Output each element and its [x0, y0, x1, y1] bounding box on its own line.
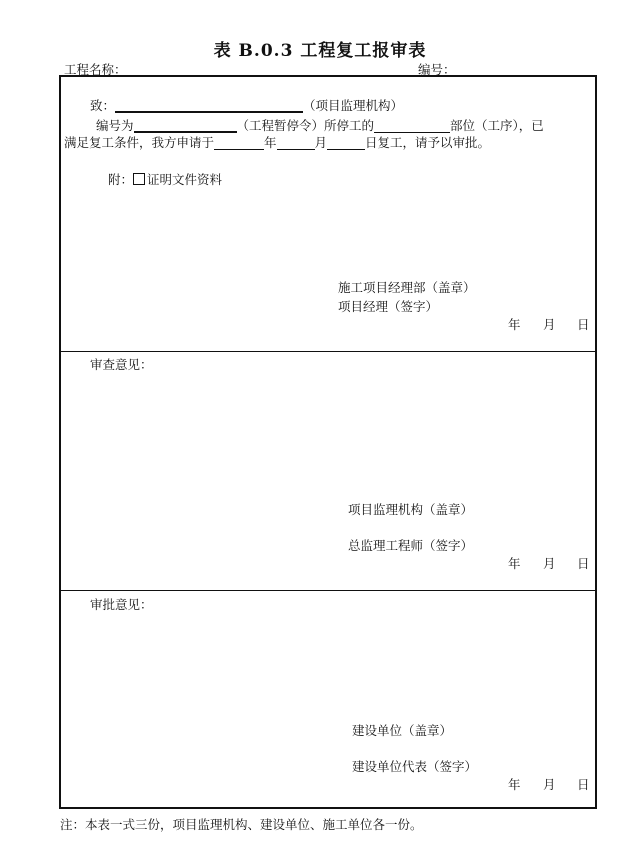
line1-prefix: 编号为 [96, 118, 134, 133]
approval-date-month: 月 [543, 777, 556, 792]
date-month: 月 [543, 317, 556, 332]
line1-mid: （工程暂停令）所停工的 [236, 118, 375, 133]
to-prefix: 致： [90, 98, 116, 113]
chief-engineer-sign-label: 总监理工程师（签字） [348, 538, 474, 553]
attachment-line [108, 170, 222, 188]
review-date-month: 月 [543, 556, 556, 571]
number-label: 编号： [418, 62, 456, 77]
suspension-order-number-blank[interactable] [134, 118, 237, 133]
day-blank[interactable] [327, 136, 365, 150]
request-line-2 [64, 133, 490, 151]
approval-date-year: 年 [508, 777, 521, 792]
month-label: 月 [314, 135, 328, 150]
location-blank[interactable] [374, 119, 450, 133]
approval-date-day: 日 [577, 777, 590, 792]
review-opinion-label: 审查意见： [90, 357, 153, 372]
review-date-day: 日 [577, 556, 590, 571]
line2-suffix: 日复工，请予以审批。 [365, 135, 491, 150]
footnote: 注：本表一式三份，项目监理机构、建设单位、施工单位各一份。 [60, 817, 423, 832]
owner-representative-sign-label: 建设单位代表（签字） [352, 759, 478, 774]
attachment-label: 附： [108, 172, 134, 187]
project-manager-sign-label: 项目经理（签字） [338, 299, 439, 314]
month-blank[interactable] [277, 136, 315, 150]
date-day: 日 [577, 317, 590, 332]
addressee-line [90, 96, 403, 114]
attachment-item: 证明文件资料 [147, 172, 223, 187]
review-date-year: 年 [508, 556, 521, 571]
year-label: 年 [264, 135, 277, 150]
supervision-org-blank[interactable] [115, 98, 303, 113]
attachment-checkbox[interactable] [133, 173, 145, 185]
section-divider-2 [59, 590, 597, 591]
section-divider-1 [59, 351, 597, 352]
supervision-seal-label: 项目监理机构（盖章） [348, 502, 474, 517]
request-line-1 [96, 116, 544, 134]
line1-suffix: 部位（工序），已 [450, 118, 544, 133]
contractor-seal-label: 施工项目经理部（盖章） [338, 280, 476, 295]
form-title: 表 B.0.3 工程复工报审表 [213, 41, 427, 61]
line2-prefix: 满足复工条件，我方申请于 [64, 135, 215, 150]
project-name-label: 工程名称： [64, 62, 127, 77]
owner-seal-label: 建设单位（盖章） [352, 723, 453, 738]
approval-opinion-label: 审批意见： [90, 597, 153, 612]
year-blank[interactable] [214, 136, 264, 150]
to-suffix: （项目监理机构） [303, 98, 404, 113]
date-year: 年 [508, 317, 521, 332]
